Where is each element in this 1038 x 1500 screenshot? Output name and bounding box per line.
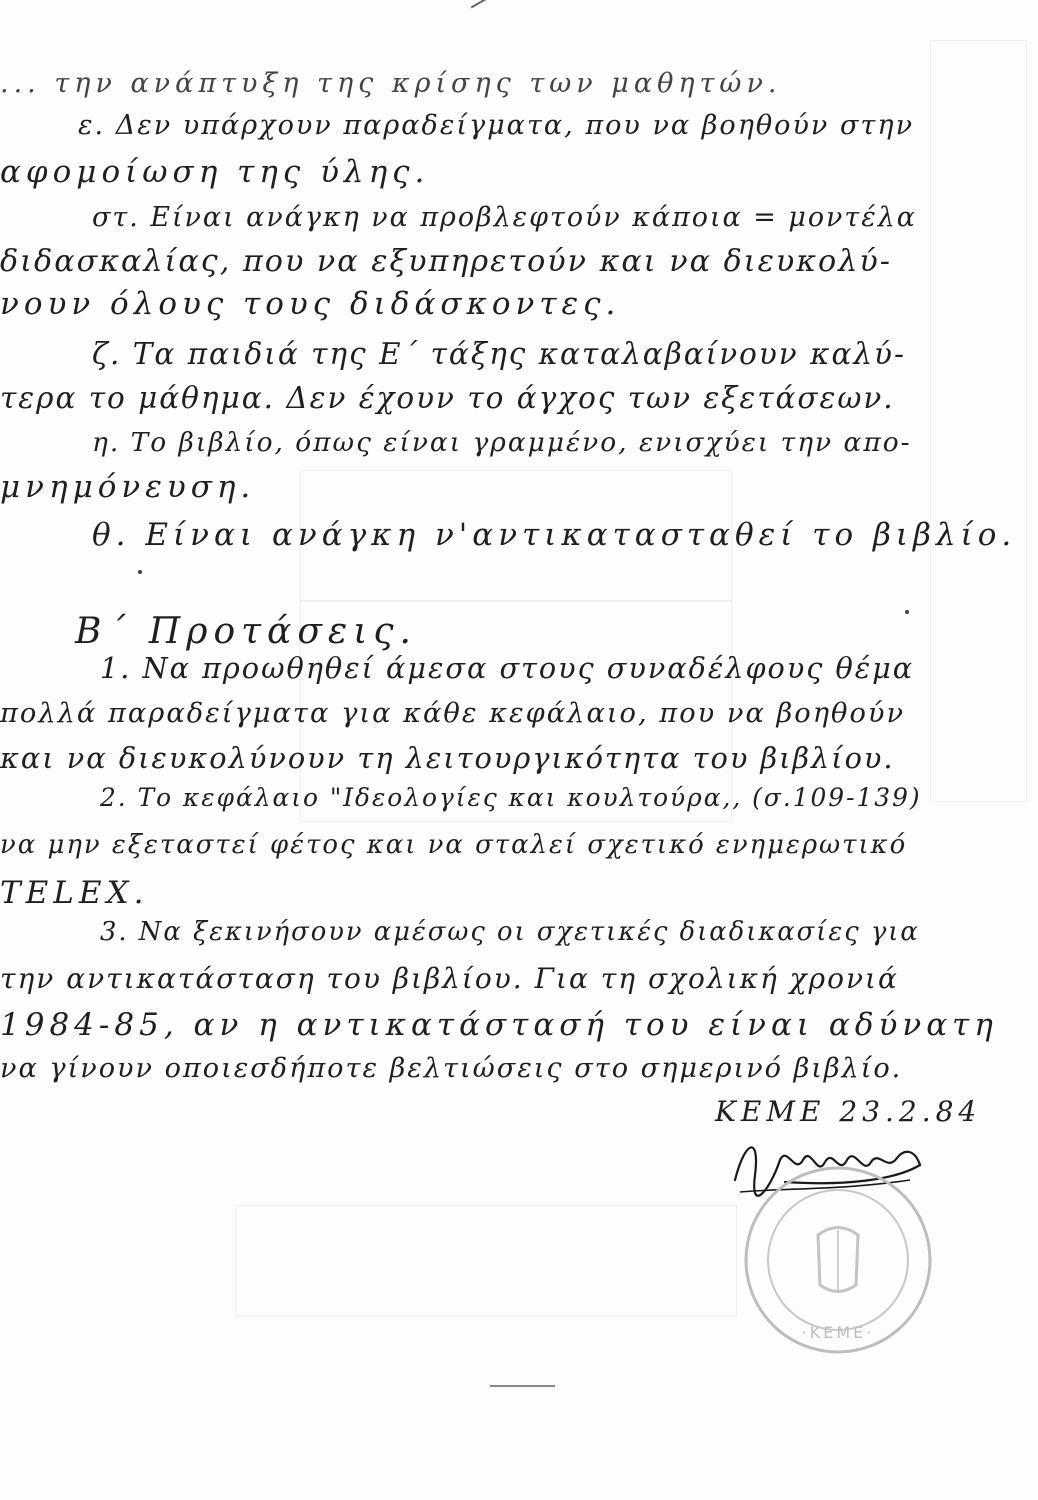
handwritten-line: στ. Είναι ανάγκη να προβλεφτούν κάποια = μοντέλα bbox=[92, 202, 917, 233]
handwritten-line: να μην εξεταστεί φέτος και να σταλεί σχετικό ενημερωτικό bbox=[0, 830, 908, 860]
handwritten-line: τερα το μάθημα. Δεν έχουν το άγχος των εξετάσεων. bbox=[0, 381, 895, 415]
handwritten-line: νουν όλους τους διδάσκοντες. bbox=[0, 286, 621, 322]
handwritten-line: ε. Δεν υπάρχουν παραδείγματα, που να βοηθούν στην bbox=[78, 110, 915, 141]
bottom-mark bbox=[490, 1385, 555, 1387]
handwritten-line: ... την ανάπτυξη της κρίσης των μαθητών. bbox=[0, 68, 782, 99]
show-through-box bbox=[235, 1205, 737, 1317]
show-through-box bbox=[930, 40, 1027, 802]
handwritten-line: 2. Το κεφάλαιο "Ιδεολογίες και κουλτούρα,, (σ.109-139) bbox=[100, 783, 922, 812]
svg-text:·ΚΕΜΕ·: ·ΚΕΜΕ· bbox=[801, 1323, 875, 1342]
handwritten-line: μνημόνευση. bbox=[0, 469, 256, 505]
handwritten-line: να γίνουν οποιεσδήποτε βελτιώσεις στο σημερινό βιβλίο. bbox=[0, 1053, 903, 1084]
handwritten-line: TELEX. bbox=[0, 875, 149, 911]
stray-dot bbox=[905, 610, 909, 614]
handwritten-line: την αντικατάσταση του βιβλίου. Για τη σχολική χρονιά bbox=[0, 962, 899, 995]
handwritten-line: διδασκαλίας, που να εξυπηρετούν και να διευκολύ- bbox=[0, 244, 892, 279]
handwritten-line: 1984-85, αν η αντικατάστασή του είναι αδύνατη bbox=[0, 1007, 998, 1043]
handwritten-line: θ. Είναι ανάγκη ν'αντικατασταθεί το βιβλίο. bbox=[92, 517, 1017, 553]
handwritten-line: 3. Να ξεκινήσουν αμέσως οι σχετικές διαδικασίες για bbox=[100, 917, 920, 947]
handwritten-line: και να διευκολύνουν τη λειτουργικότητα του βιβλίου. bbox=[0, 741, 895, 775]
date-line: ΚΕΜΕ 23.2.84 bbox=[715, 1095, 982, 1128]
top-mark bbox=[471, 0, 488, 8]
stray-dot bbox=[138, 570, 142, 574]
handwritten-line: αφομοίωση της ύλης. bbox=[0, 154, 430, 190]
handwritten-line: η. Το βιβλίο, όπως είναι γραμμένο, ενισχύει την απο- bbox=[92, 427, 912, 458]
handwritten-line: 1. Να προωθηθεί άμεσα στους συναδέλφους θέμα bbox=[100, 651, 915, 685]
section-heading: Β΄ Προτάσεις. bbox=[75, 611, 417, 652]
handwritten-line: πολλά παραδείγματα για κάθε κεφάλαιο, που να βοηθούν bbox=[0, 698, 906, 729]
official-stamp bbox=[738, 1160, 938, 1360]
handwritten-line: ζ. Τα παιδιά της Ε΄ τάξης καταλαβαίνουν καλύ- bbox=[92, 337, 906, 371]
